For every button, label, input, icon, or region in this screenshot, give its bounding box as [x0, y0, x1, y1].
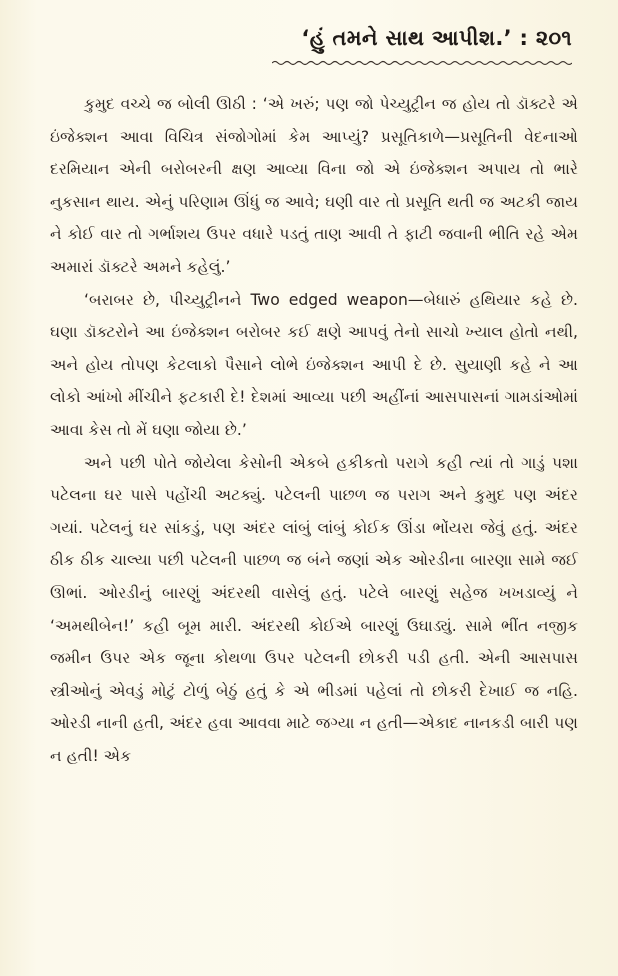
- running-header: [272, 26, 572, 70]
- paragraph-2: ‘બરાબર છે, પીચ્યુટ્રીનને Two edged weapon—બેધારું હથિયાર કહે છે. ઘણા ડૉક્ટરોને આ ઇંજેક્શન બરોબર કઈ ક્ષણે આપવું તેનો સાચો ખ્યાલ હોતો નથી, અને હોય તોપણ કેટલાકો પૈસાને લોભે ઇંજેક્શન આપી દે છે. સુયાણી કહે ને આ લોકો આંખો મીંચીને ફટકારી દે! દેશમાં આવ્યા પછી અહીંનાં આસપાસનાં ગામડાંઓમાં આવા કેસ તો મેં ઘણા જોયા છે.’: [50, 290, 578, 439]
- header-wavy-rule: [272, 60, 572, 66]
- paragraph-3: અને પછી પોતે જોયેલા કેસોની એકબે હકીકતો પરાગે કહી ત્યાં તો ગાડું પશા પટેલના ઘર પાસે પહોંચી અટક્યું. પટેલની પાછળ જ પરાગ અને કુમુદ પણ અંદર ગયાં. પટેલનું ઘર સાંકડું, પણ અંદર લાંબું લાંબું કોઈક ઊંડા ભોંયરા જેવું હતું. અંદર ઠીક ઠીક ચાલ્યા પછી પટેલની પાછળ જ બંને જણાં એક ઓરડીના બારણા સામે જઈ ઊભાં. ઓરડીનું બારણું અંદરથી વાસેલું હતું. પટેલે બારણું સહેજ ખખડાવ્યું ને ‘અમથીબેન!’ કહી બૂમ મારી. અંદરથી કોઈએ બારણું ઉઘાડ્યું. સામે ભીંત નજીક જમીન ઉપર એક જૂના કોથળા ઉપર પટેલની છોકરી પડી હતી. એની આસપાસ સ્ત્રીઓનું એવડું મોટું ટોળું બેઠું હતું કે એ ભીડમાં પહેલાં તો છોકરી દેખાઈ જ નહિ. ઓરડી નાની હતી, અંદર હવા આવવા માટે જગ્યા ન હતી—એકાદ નાનકડી બારી પણ ન હતી! એક: [50, 453, 578, 765]
- body-text: [50, 88, 578, 772]
- running-title: ‘હું તમને સાથ આપીશ.’ : ૨૦૧: [301, 26, 572, 50]
- paragraph-1: કુમુદ વચ્ચે જ બોલી ઊઠી : ‘એ ખરું; પણ જો પેચ્યુટ્રીન જ હોય તો ડૉક્ટરે એ ઇંજેક્શન આવા વિચિત્ર સંજોગોમાં કેમ આપ્યું? પ્રસૂતિકાળે—પ્રસૂતિની વેદનાઓ દરમિયાન એની બરોબરની ક્ષણ આવ્યા વિના જો એ ઇંજેક્શન અપાય તો ભારે નુકસાન થાય. એનું પરિણામ ઊંધું જ આવે; ઘણી વાર તો પ્રસૂતિ થતી જ અટકી જાય ને કોઈ વાર તો ગર્ભાશય ઉપર વધારે પડતું તાણ આવી તે ફાટી જવાની ભીતિ રહે એમ અમારાં ડૉક્ટરે અમને કહેલું.’: [50, 95, 578, 276]
